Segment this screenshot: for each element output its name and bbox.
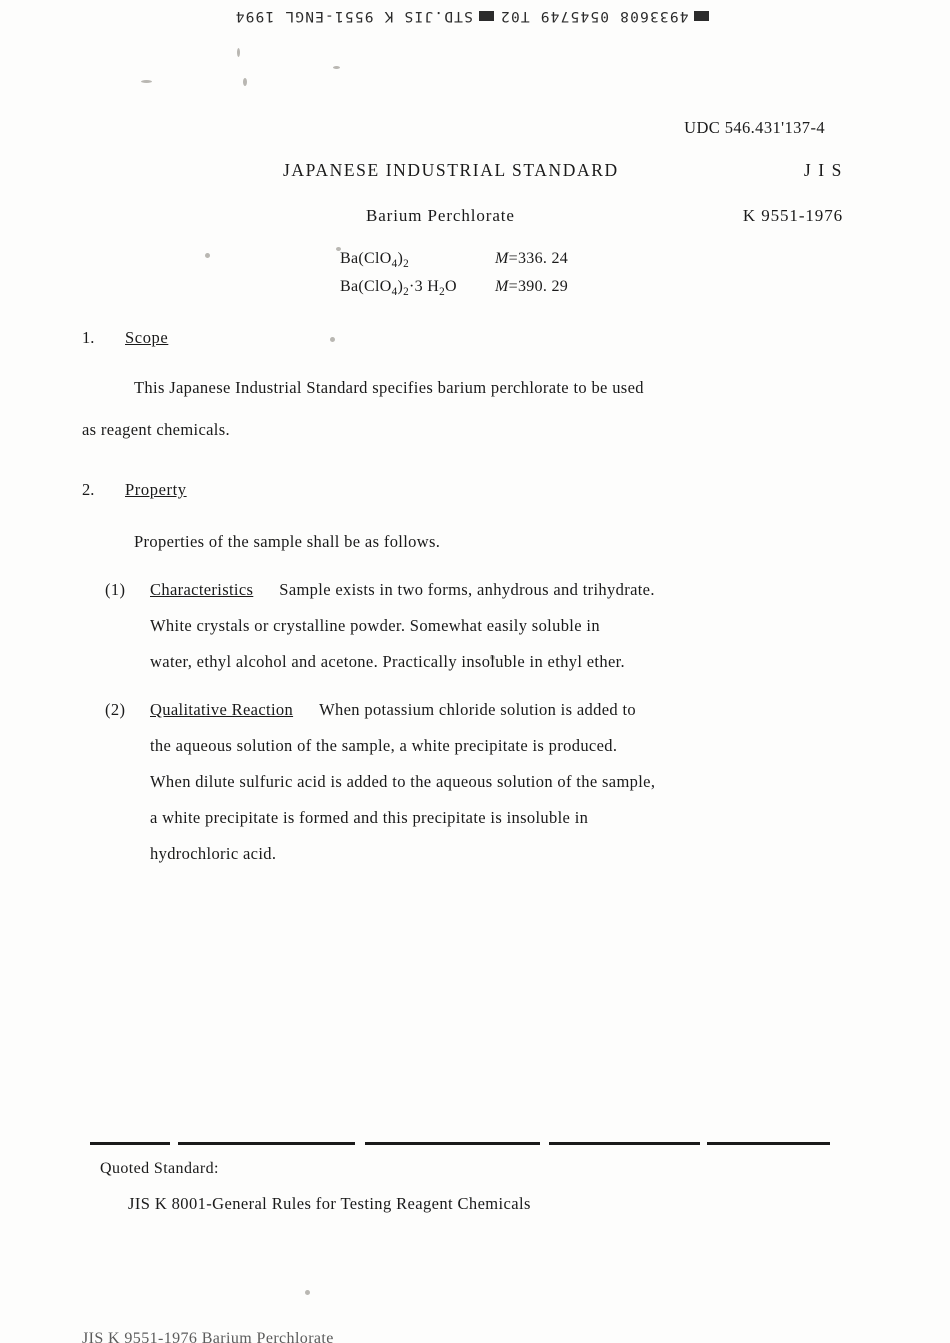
scope-paragraph-line-2: as reagent chemicals. <box>82 420 230 439</box>
list-item-continuation <box>105 608 895 644</box>
formula-row <box>340 278 568 298</box>
section-title: Scope <box>125 328 169 347</box>
section-heading-property <box>82 480 187 500</box>
quoted-standard-label: Quoted Standard: <box>100 1160 219 1177</box>
item-term: Qualitative Reaction <box>150 700 294 719</box>
item-marker: (2) <box>105 700 126 719</box>
item-line-3: water, ethyl alcohol and acetone. Practically insoluble in ethyl ether. <box>150 652 626 671</box>
page-title: Barium Perchlorate <box>366 206 515 225</box>
item-line-2: the aqueous solution of the sample, a white precipitate is produced. <box>150 736 618 755</box>
property-intro-paragraph: Properties of the sample shall be as follows. <box>134 532 441 551</box>
udc-code: UDC 546.431'137-4 <box>684 118 825 137</box>
scan-header-text: STD.JIS K 9551-ENGL 1994 <box>234 8 473 24</box>
section-number: 1. <box>82 328 95 347</box>
scan-speck <box>305 1290 310 1295</box>
divider-gap <box>700 1142 707 1146</box>
list-item <box>105 572 895 608</box>
page-bottom-partial-text: JIS K 9551-1976 Barium Perchlorate <box>82 1330 334 1343</box>
quoted-standard-entry: JIS K 8001-General Rules for Testing Reagent Chemicals <box>128 1194 531 1213</box>
item-line-1: When potassium chloride solution is added to <box>319 700 637 719</box>
section-heading-scope <box>82 328 168 348</box>
list-item-continuation <box>105 800 895 836</box>
scan-speck <box>141 80 152 83</box>
list-item <box>105 692 895 728</box>
formula-anhydrous: $Ba(ClO_4)_2$ <box>340 250 410 271</box>
item-line-2: White crystals or crystalline powder. Somewhat easily soluble in <box>150 616 600 635</box>
formula-trihydrate: $Ba(ClO_4)_2\cdot 3$ $H_2O$ <box>340 278 457 299</box>
section-number: 2. <box>82 480 95 499</box>
divider-gap <box>170 1142 178 1146</box>
scan-speck <box>237 48 240 57</box>
scan-header-barcode-text: 4933608 0545749 T02 <box>499 8 689 24</box>
list-item-continuation <box>105 728 895 764</box>
scan-speck <box>330 337 335 342</box>
item-term: Characteristics <box>150 580 254 599</box>
section-title: Property <box>125 480 187 499</box>
divider-gap <box>355 1142 365 1146</box>
item-line-1: Sample exists in two forms, anhydrous and trihydrate. <box>279 580 655 599</box>
list-item-continuation <box>105 836 895 872</box>
standard-name-row <box>283 160 843 181</box>
divider-gap <box>540 1142 549 1146</box>
scan-header-strip <box>0 8 950 24</box>
scope-paragraph-line-1: This Japanese Industrial Standard specifies barium perchlorate to be used <box>134 378 644 397</box>
barcode-block-left <box>695 11 710 21</box>
standard-number: K 9551-1976 <box>742 206 843 225</box>
scan-speck <box>205 253 210 258</box>
formula-block <box>340 250 568 306</box>
item-marker: (1) <box>105 580 126 599</box>
molar-mass-trihydrate: M=390. 29 <box>495 278 569 296</box>
item-line-3: When dilute sulfuric acid is added to the aqueous solution of the sample, <box>150 772 656 791</box>
standard-name: JAPANESE INDUSTRIAL STANDARD <box>283 160 619 180</box>
formula-row <box>340 250 568 270</box>
barcode-block-right <box>479 11 494 21</box>
scan-speck <box>333 66 340 69</box>
item-line-5: hydrochloric acid. <box>150 844 277 863</box>
list-item-continuation <box>105 764 895 800</box>
standard-abbr: J I S <box>803 160 843 180</box>
document-title-row <box>283 206 843 226</box>
molar-mass-anhydrous: M=336. 24 <box>495 250 569 267</box>
footnote-divider <box>90 1142 830 1145</box>
list-item-continuation <box>105 644 895 680</box>
item-line-4: a white precipitate is formed and this precipitate is insoluble in <box>150 808 589 827</box>
scan-speck <box>243 78 247 86</box>
